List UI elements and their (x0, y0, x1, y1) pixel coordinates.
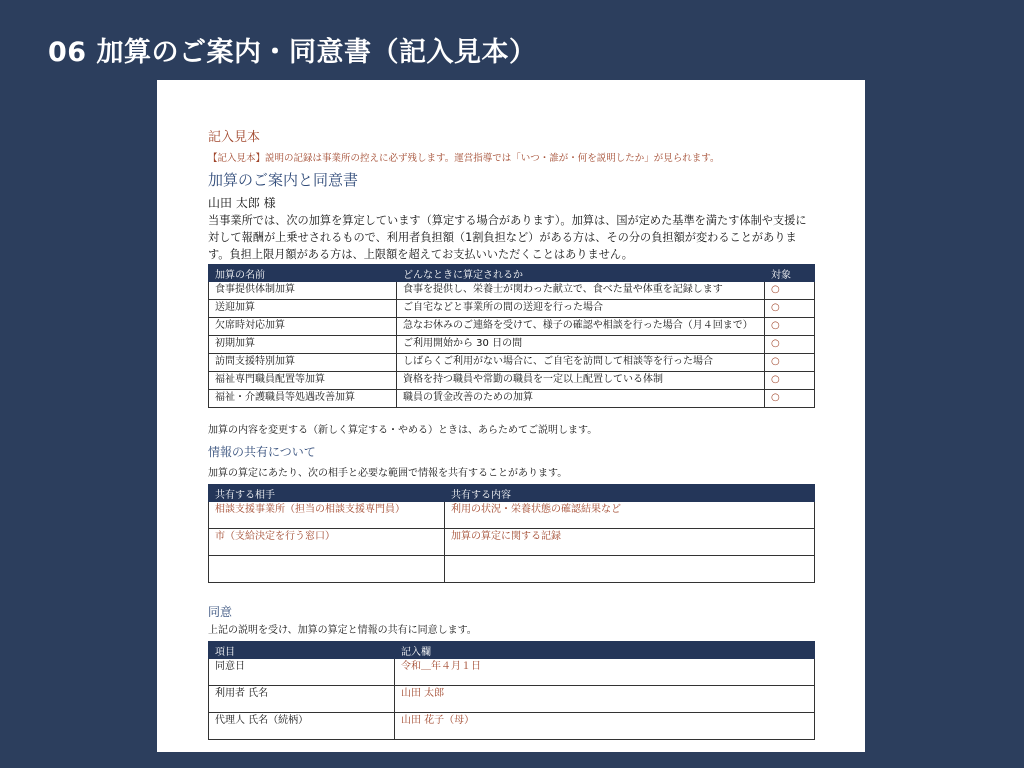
table-row (209, 318, 815, 336)
consent-table (208, 641, 815, 740)
addition-condition: ご利用開始から 30 日の間 (397, 336, 765, 354)
consent-text: 上記の説明を受け、加算の算定と情報の共有に同意します。 (208, 625, 477, 636)
addition-name: 福祉専門職員配置等加算 (209, 372, 397, 390)
table-row (209, 282, 815, 300)
slide-title: 06 加算のご案内・同意書（記入見本） (48, 37, 537, 68)
share-content (445, 556, 815, 583)
addition-condition: 食事を提供し、栄養士が関わった献立で、食べた量や体重を記録します (397, 282, 765, 300)
addition-name: 訪問支援特別加算 (209, 354, 397, 372)
table-row (209, 502, 815, 529)
target-mark: ○ (765, 300, 815, 318)
target-mark: ○ (765, 390, 815, 408)
table-row (209, 556, 815, 583)
sharing-table (208, 484, 815, 583)
table-row (209, 529, 815, 556)
table-row (209, 659, 815, 686)
addition-condition: 職員の賃金改善のための加算 (397, 390, 765, 408)
sharing-table-header (209, 485, 815, 502)
addition-condition: 急なお休みのご連絡を受けて、様子の確認や相談を行った場合（月４回まで） (397, 318, 765, 336)
target-mark: ○ (765, 336, 815, 354)
document-body (208, 128, 814, 740)
table-row (209, 336, 815, 354)
addition-name: 欠席時対応加算 (209, 318, 397, 336)
user-name-value: 山田 太郎 (395, 686, 815, 713)
share-partner: 市（支給決定を行う窓口） (209, 529, 445, 556)
table-row (209, 686, 815, 713)
addition-name: 初期加算 (209, 336, 397, 354)
header-condition: どんなときに算定されるか (397, 265, 765, 282)
recipient-name: 山田 太郎 様 (208, 196, 276, 210)
table-row (209, 372, 815, 390)
change-note: 加算の内容を変更する（新しく算定する・やめる）ときは、あらためてご説明します。 (208, 425, 598, 436)
consent-item: 代理人 氏名（続柄） (209, 713, 395, 740)
header-share-content: 共有する内容 (445, 485, 815, 502)
addition-condition: ご自宅などと事業所の間の送迎を行った場合 (397, 300, 765, 318)
header-target: 対象 (765, 265, 815, 282)
document-page (157, 80, 865, 752)
header-item: 項目 (209, 642, 395, 659)
table-row (209, 390, 815, 408)
intro-paragraph: 当事業所では、次の加算を算定しています（算定する場合があります）。加算は、国が定めた基準を満たす体制や支援に対して報酬が上乗せされるもので、利用者負担額（1割負担など）がある方は、その分の負担額が変わることがあります。負担上限月額がある方は、上限額を超えてお支払いいただくことはありません。 (208, 214, 807, 261)
target-mark: ○ (765, 318, 815, 336)
target-mark: ○ (765, 282, 815, 300)
target-mark: ○ (765, 372, 815, 390)
share-content: 加算の算定に関する記録 (445, 529, 815, 556)
addition-condition: 資格を持つ職員や常勤の職員を一定以上配置している体制 (397, 372, 765, 390)
document-title: 加算のご案内と同意書 (208, 171, 359, 189)
addition-condition: しばらくご利用がない場合に、ご自宅を訪問して相談等を行った場合 (397, 354, 765, 372)
addition-table-header (209, 265, 815, 282)
table-row (209, 300, 815, 318)
consent-item: 利用者 氏名 (209, 686, 395, 713)
proxy-name-value: 山田 花子（母） (395, 713, 815, 740)
share-partner (209, 556, 445, 583)
addition-name: 食事提供体制加算 (209, 282, 397, 300)
sharing-heading: 情報の共有について (208, 445, 316, 459)
target-mark: ○ (765, 354, 815, 372)
consent-date-value: 令和＿年４月１日 (395, 659, 815, 686)
sharing-text: 加算の算定にあたり、次の相手と必要な範囲で情報を共有することがあります。 (208, 468, 568, 479)
addition-name: 福祉・介護職員等処遇改善加算 (209, 390, 397, 408)
table-row (209, 713, 815, 740)
sample-note: 【記入見本】説明の記録は事業所の控えに必ず残します。運営指導では「いつ・誰が・何を説明したか」が見られます。 (208, 153, 720, 164)
consent-item: 同意日 (209, 659, 395, 686)
share-content: 利用の状況・栄養状態の確認結果など (445, 502, 815, 529)
header-share-partner: 共有する相手 (209, 485, 445, 502)
consent-heading: 同意 (208, 605, 233, 619)
table-row (209, 354, 815, 372)
sample-label: 記入見本 (208, 130, 261, 145)
consent-table-header (209, 642, 815, 659)
header-addition-name: 加算の名前 (209, 265, 397, 282)
header-entry: 記入欄 (395, 642, 815, 659)
addition-table (208, 264, 815, 408)
share-partner: 相談支援事業所（担当の相談支援専門員） (209, 502, 445, 529)
addition-name: 送迎加算 (209, 300, 397, 318)
